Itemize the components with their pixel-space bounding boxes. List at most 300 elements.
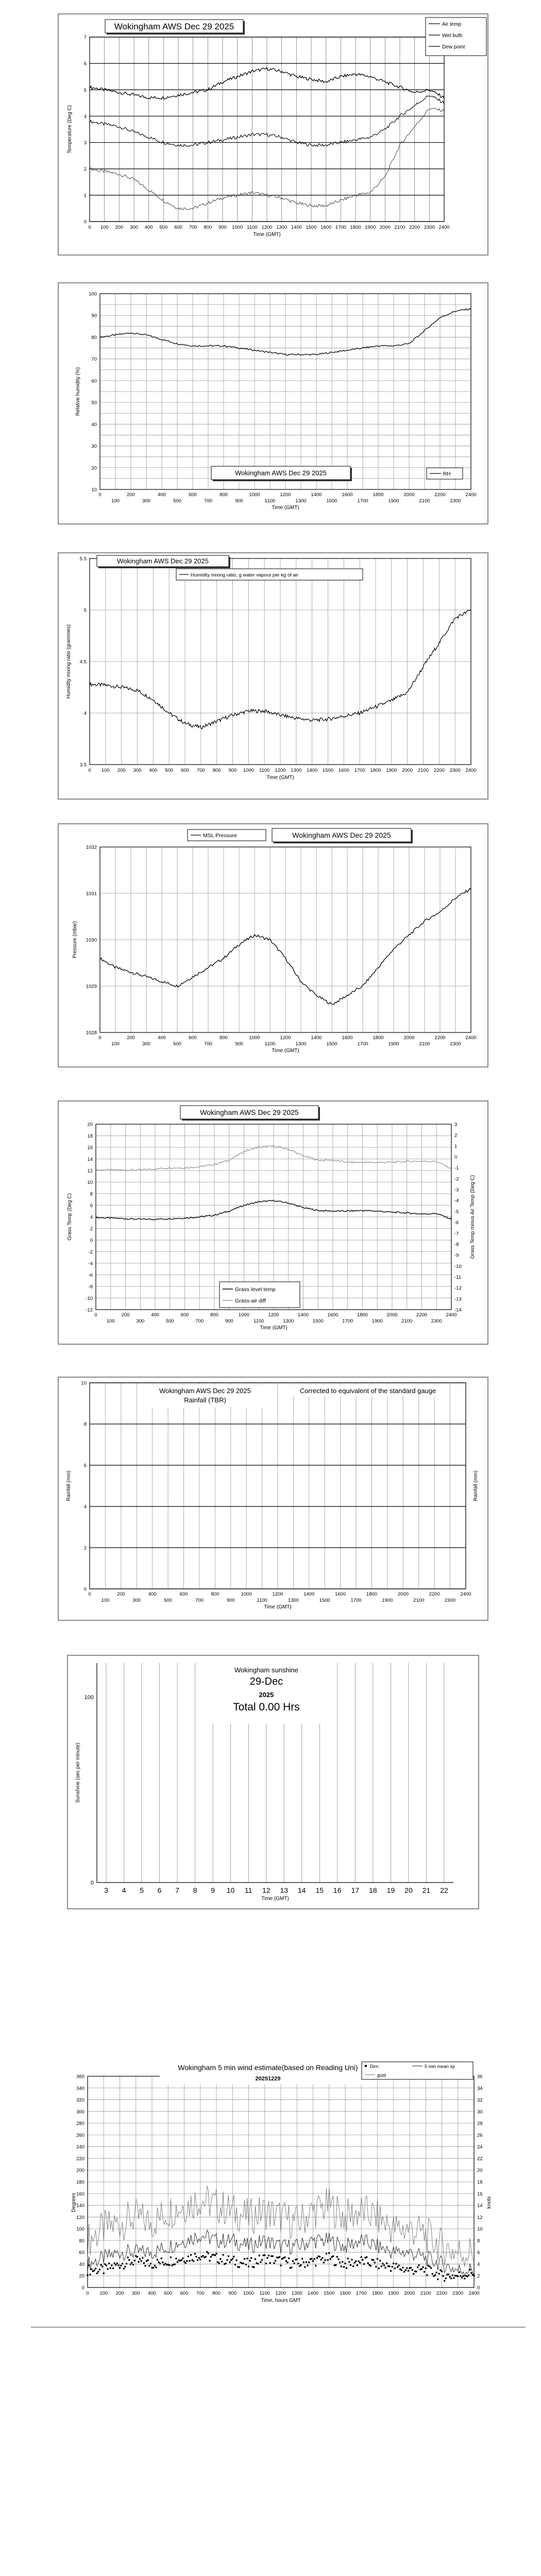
grass-y2-tick: -3 (454, 1187, 459, 1193)
rh-x-tick: 2400 (465, 492, 477, 498)
wind-y-tick: 260 (76, 2132, 84, 2139)
rh-x-tick: 900 (235, 498, 243, 504)
wind-dirn-point (388, 2265, 390, 2267)
mix-x-tick: 2000 (402, 768, 413, 773)
wind-dirn-point (308, 2262, 310, 2263)
wind-x-tick: 2200 (436, 2291, 448, 2296)
grass-x-tick: 100 (106, 1318, 115, 1324)
wind-dirn-point (314, 2258, 315, 2260)
wind-dirn-point (226, 2259, 228, 2261)
sun-x-tick: 3 (104, 1886, 108, 1894)
pres-x-tick: 300 (142, 1041, 150, 1047)
pres-x-tick: 1500 (326, 1041, 337, 1047)
grass-y-tick: 10 (87, 1180, 93, 1185)
pres-x-tick: 400 (158, 1035, 166, 1041)
wind-dirn-point (269, 2262, 271, 2264)
grass-y2-tick: 0 (454, 1155, 458, 1161)
wind-dirn-point (359, 2262, 361, 2263)
wind-dirn-point (392, 2266, 393, 2267)
wind-dirn-point (286, 2262, 288, 2263)
wind-dirn-point (97, 2271, 99, 2273)
wind-dirn-point (95, 2268, 96, 2269)
pres-y-tick: 1030 (86, 937, 97, 943)
sun-year: 2025 (259, 1691, 274, 1699)
wind-dirn-point (461, 2277, 463, 2278)
wind-dirn-point (138, 2261, 139, 2263)
wind-dirn-point (272, 2256, 274, 2257)
wind-dirn-point (144, 2265, 146, 2266)
grass-x-tick: 1600 (327, 1312, 339, 1318)
wind-dirn-point (190, 2254, 192, 2256)
mix-x-tick: 1000 (243, 768, 254, 773)
pressure-chart (59, 824, 487, 1066)
wind-dirn-point (448, 2274, 449, 2275)
wind-dirn-point (337, 2259, 339, 2260)
grass-x-tick: 1000 (238, 1312, 250, 1318)
mix-y-tick: 3.5 (79, 762, 87, 768)
mix-x-tick: 100 (101, 768, 110, 773)
temp-y-tick: 3 (83, 140, 87, 146)
pres-x-tick: 800 (219, 1035, 228, 1041)
wind-y-tick: 340 (76, 2086, 84, 2092)
rain-y2-label: Rainfall (mm) (473, 1470, 479, 1501)
grass-x-tick: 600 (180, 1312, 189, 1318)
rh-x-tick: 1600 (342, 492, 353, 498)
grass-y-tick: 14 (87, 1157, 93, 1162)
wind-dirn-point (143, 2262, 145, 2264)
wind-dirn-point (102, 2266, 103, 2267)
grass-y2-tick: 2 (454, 1132, 458, 1139)
sun-x-tick: 4 (122, 1886, 126, 1894)
wind-dirn-point (239, 2266, 240, 2268)
rain-x-tick: 300 (132, 1598, 141, 1603)
wind-dirn-point (279, 2256, 280, 2258)
wind-title: Wokingham 5 min wind estimate(based on Reading Uni) (178, 2063, 358, 2072)
grass-y-tick: 16 (87, 1145, 93, 1151)
rain-x-tick: 200 (116, 1591, 125, 1597)
sun-x-tick: 15 (315, 1886, 324, 1894)
wind-dirn-point (87, 2274, 88, 2276)
rain-x-tick: 2200 (429, 1591, 440, 1597)
pres-legend-entry: MSL Pressure (203, 833, 238, 839)
wind-dirn-point (437, 2278, 438, 2280)
rh-x-tick: 1800 (373, 492, 384, 498)
grass-y-tick: 2 (90, 1226, 93, 1232)
wind-dirn-point (210, 2256, 212, 2258)
temp-legend-entry: Dew point (442, 44, 465, 50)
wind-dirn-point (324, 2259, 326, 2261)
sun-x-tick: 8 (193, 1886, 197, 1894)
mixing-ratio-chart (59, 553, 487, 799)
wind-dirn-point (311, 2258, 312, 2260)
temp-legend-entry: Air temp (442, 22, 462, 27)
wind-dirn-point (219, 2258, 221, 2260)
grass-y2-tick: -7 (454, 1231, 459, 1237)
sun-total: Total 0.00 Hrs (233, 1701, 300, 1713)
wind-y-tick: 300 (76, 2109, 84, 2115)
wind-dirn-point (123, 2268, 125, 2269)
temp-x-tick: 1900 (365, 225, 376, 230)
grass-y-tick: -10 (86, 1296, 93, 1301)
grass-y-tick: 6 (90, 1203, 93, 1209)
wind-dirn-point (296, 2259, 298, 2260)
wind-x-tick: 2400 (468, 2291, 480, 2296)
wind-dirn-point (177, 2261, 178, 2263)
grass-y2-tick: -9 (454, 1252, 459, 1259)
temp-x-tick: 1500 (306, 225, 317, 230)
rh-y-label: Relative humidity (%) (75, 367, 81, 416)
grass-y-tick: -12 (86, 1307, 93, 1313)
wind-dirn-point (253, 2266, 255, 2268)
rh-x-tick: 1100 (264, 498, 276, 504)
sun-x-tick: 17 (351, 1886, 360, 1894)
wind-dirn-point (382, 2263, 383, 2264)
rain-x-tick: 1200 (272, 1591, 283, 1597)
rh-y-tick: 70 (91, 357, 97, 363)
wind-dirn-point (403, 2271, 405, 2273)
grass-y-tick: 8 (90, 1191, 93, 1197)
rh-x-label: Time (GMT) (272, 505, 299, 511)
wind-dirn-point (188, 2256, 189, 2257)
wind-x-tick: 400 (148, 2291, 156, 2296)
wind-dirn-point (273, 2262, 275, 2264)
pres-y-tick: 1031 (86, 891, 97, 897)
wind-dirn-point (132, 2264, 134, 2265)
wind-dirn-point (429, 2266, 430, 2267)
wind-y2-tick: 26 (477, 2132, 483, 2139)
sun-x-tick: 7 (175, 1886, 180, 1894)
mix-y-tick: 5.5 (79, 556, 87, 562)
wind-y-tick: 160 (76, 2191, 84, 2197)
temp-x-tick: 2000 (379, 225, 391, 230)
wind-dirn-point (90, 2274, 91, 2275)
wind-dirn-point (432, 2273, 433, 2275)
wind-dirn-point (343, 2266, 345, 2267)
wind-dirn-point (175, 2258, 177, 2259)
wind-dirn-point (291, 2267, 292, 2268)
sun-x-tick: 21 (422, 1886, 431, 1894)
mix-x-tick: 1900 (386, 768, 397, 773)
wind-dirn-point (438, 2273, 440, 2275)
grass-y-tick: 0 (90, 1238, 93, 1244)
wind-x-tick: 1700 (356, 2291, 367, 2296)
wind-dirn-point (352, 2265, 354, 2267)
mix-x-tick: 700 (196, 768, 205, 773)
wind-dirn-point (332, 2256, 334, 2257)
wind-dirn-point (206, 2251, 208, 2252)
wind-dirn-point (115, 2264, 116, 2266)
wind-dirn-point (181, 2259, 182, 2261)
pres-x-tick: 900 (235, 1041, 243, 1047)
pres-x-tick: 1400 (311, 1035, 322, 1041)
wind-dirn-point (441, 2270, 443, 2272)
grass-x-tick: 1800 (357, 1312, 368, 1318)
wind-dirn-point (417, 2266, 418, 2268)
wind-dirn-point (434, 2274, 436, 2276)
wind-y-tick: 80 (79, 2238, 84, 2244)
wind-x-tick: 1200 (275, 2291, 286, 2296)
wind-y-tick: 320 (76, 2097, 84, 2104)
rain-x-tick: 1800 (366, 1591, 378, 1597)
wind-dirn-point (275, 2260, 276, 2261)
rh-y-tick: 10 (91, 487, 97, 493)
wind-x-tick: 2100 (420, 2291, 431, 2296)
wind-dirn-point (413, 2273, 414, 2275)
temp-y-tick: 5 (83, 87, 87, 93)
pres-y-tick: 1029 (86, 984, 97, 990)
wind-dirn-point (111, 2265, 112, 2266)
wind-y2-tick: 12 (477, 2214, 483, 2221)
temp-y-tick: 7 (83, 35, 87, 41)
grass-x-tick: 1300 (283, 1318, 294, 1324)
wind-dirn-point (322, 2257, 323, 2259)
wind-dirn-point (473, 2275, 475, 2276)
pres-x-tick: 2400 (465, 1035, 477, 1041)
wind-dirn-point (320, 2259, 322, 2260)
wind-dirn-point (303, 2261, 305, 2263)
wind-dirn-point (130, 2263, 131, 2265)
wind-y2-tick: 36 (477, 2074, 483, 2080)
sun-x-tick: 14 (298, 1886, 306, 1894)
rain-x-tick: 1100 (257, 1598, 267, 1603)
wind-dirn-point (301, 2258, 303, 2260)
grass-x-tick: 700 (195, 1318, 204, 1324)
rain-x-tick: 700 (195, 1598, 204, 1603)
wind-y-tick: 60 (79, 2250, 84, 2256)
rh-x-tick: 2100 (419, 498, 430, 504)
mix-y-tick: 4.5 (79, 659, 87, 665)
wind-dirn-point (193, 2260, 194, 2262)
wind-y-tick: 140 (76, 2203, 84, 2209)
grass-temp-chart-panel (58, 1100, 488, 1345)
wind-dirn-point (215, 2253, 217, 2255)
sunshine-chart (68, 1656, 478, 1908)
rainfall-chart (59, 1378, 487, 1620)
temp-x-tick: 1800 (350, 225, 361, 230)
mix-x-tick: 1800 (370, 768, 381, 773)
temperature-chart-panel (58, 13, 488, 256)
wind-dirn-point (327, 2259, 329, 2261)
rh-legend-entry: RH (443, 471, 451, 477)
rain-y-label: Rainfall (mm) (66, 1470, 72, 1501)
wind-y-tick: 180 (76, 2179, 84, 2185)
wind-dirn-point (104, 2263, 106, 2265)
wind-y-tick: 360 (76, 2074, 84, 2080)
wind-dirn-point (126, 2263, 127, 2264)
wind-dirn-point (370, 2265, 371, 2266)
wind-dirn-point (328, 2252, 330, 2254)
grass-y2-label: Grass Temp minus Air Temp (Deg C) (470, 1175, 476, 1259)
wind-dirn-point (162, 2262, 163, 2263)
wind-x-tick: 1800 (371, 2291, 383, 2296)
temp-x-tick: 400 (144, 225, 153, 230)
wind-dirn-point (91, 2268, 92, 2270)
wind-y2-tick: 14 (477, 2203, 483, 2209)
wind-x-tick: 800 (212, 2291, 221, 2296)
wind-dirn-point (232, 2258, 233, 2260)
temp-y-tick: 1 (83, 193, 87, 199)
rh-x-tick: 1000 (249, 492, 260, 498)
temp-y-tick: 6 (83, 61, 87, 67)
wind-dirn-point (189, 2260, 190, 2262)
wind-dirn-point (377, 2258, 378, 2260)
grass-y2-tick: -12 (454, 1285, 462, 1292)
wind-dirn-point (255, 2258, 256, 2260)
wind-dirn-point (346, 2267, 347, 2269)
mix-x-tick: 0 (88, 768, 91, 773)
grass-legend-entry: Grass-air diff (235, 1298, 266, 1304)
wind-dirn-point (108, 2263, 110, 2264)
wind-dirn-point (435, 2272, 437, 2273)
temp-x-tick: 2300 (424, 225, 435, 230)
wind-dirn-point (350, 2264, 351, 2266)
rain-x-tick: 1500 (319, 1598, 330, 1603)
mix-x-tick: 200 (117, 768, 126, 773)
wind-dirn-point (386, 2262, 387, 2264)
mix-x-tick: 2400 (465, 768, 477, 773)
temp-legend-entry: Wet bulb (442, 33, 463, 39)
wind-dirn-point (412, 2269, 413, 2270)
rh-x-tick: 700 (204, 498, 212, 504)
wind-dirn-point (225, 2263, 227, 2264)
rh-x-tick: 400 (158, 492, 166, 498)
rain-x-tick: 1000 (241, 1591, 252, 1597)
grass-y2-tick: -13 (454, 1296, 462, 1302)
wind-dirn-point (323, 2262, 325, 2263)
wind-dirn-point (408, 2270, 409, 2272)
wind-dirn-point (157, 2259, 158, 2261)
wind-dirn-point (155, 2266, 157, 2268)
wind-chart (72, 2061, 495, 2318)
wind-dirn-point (161, 2258, 162, 2259)
sun-x-tick: 19 (386, 1886, 395, 1894)
sun-x-tick: 12 (262, 1886, 270, 1894)
wind-y2-tick: 0 (477, 2285, 480, 2291)
rh-x-tick: 800 (219, 492, 228, 498)
rh-x-tick: 600 (189, 492, 197, 498)
wind-y-tick: 120 (76, 2214, 84, 2221)
wind-dirn-point (453, 2277, 454, 2279)
wind-dirn-point (264, 2255, 265, 2256)
wind-dirn-point (378, 2267, 380, 2269)
grass-y-tick: -6 (88, 1273, 93, 1278)
wind-dirn-point (186, 2260, 188, 2262)
temp-x-tick: 1200 (261, 225, 273, 230)
wind-y-label: Degrees (71, 2193, 77, 2212)
sun-y-tick: 0 (90, 1880, 94, 1886)
rain-note: Corrected to equivalent of the standard gauge (299, 1387, 436, 1395)
wind-dirn-point (280, 2265, 281, 2266)
rh-x-tick: 1400 (311, 492, 322, 498)
mixing-ratio-chart-panel (58, 552, 488, 800)
wind-dirn-point (430, 2267, 432, 2269)
rh-y-tick: 60 (91, 378, 97, 384)
wind-dirn-point (361, 2257, 362, 2258)
grass-x-tick: 1400 (297, 1312, 309, 1318)
mix-x-tick: 400 (149, 768, 158, 773)
wind-dirn-point (93, 2269, 95, 2271)
wind-dirn-point (316, 2257, 318, 2259)
wind-dirn-point (306, 2261, 307, 2263)
temp-x-tick: 1000 (232, 225, 243, 230)
wind-dirn-point (116, 2262, 118, 2264)
wind-x-tick: 200 (115, 2291, 124, 2296)
grass-x-tick: 500 (165, 1318, 174, 1324)
grass-x-tick: 2400 (446, 1312, 457, 1318)
sun-y-label: Sunshine (sec per minute) (75, 1742, 81, 1803)
wind-x-tick: 500 (164, 2291, 173, 2296)
grass-y2-tick: 3 (454, 1122, 458, 1128)
wind-dirn-point (182, 2258, 183, 2259)
wind-dirn-point (246, 2258, 248, 2259)
wind-dirn-point (375, 2266, 377, 2267)
wind-dirn-point (459, 2272, 460, 2273)
wind-dirn-point (244, 2258, 245, 2260)
wind-dirn-point (418, 2264, 420, 2266)
grass-x-tick: 2000 (386, 1312, 398, 1318)
wind-legend-swatch (365, 2065, 367, 2067)
rain-y-tick: 4 (83, 1504, 87, 1510)
wind-y2-tick: 32 (477, 2097, 483, 2104)
grass-x-tick: 2100 (401, 1318, 413, 1324)
rain-y-tick: 10 (81, 1380, 87, 1386)
wind-dirn-point (228, 2256, 229, 2257)
wind-dirn-point (119, 2267, 121, 2268)
pressure-chart-panel (58, 823, 488, 1067)
wind-dirn-point (390, 2270, 392, 2272)
rh-y-tick: 20 (91, 465, 97, 471)
wind-dirn-point (96, 2273, 98, 2274)
wind-x-tick: 900 (228, 2291, 237, 2296)
wind-dirn-point (449, 2276, 451, 2278)
wind-dirn-point (257, 2263, 259, 2264)
wind-dirn-point (292, 2260, 294, 2262)
wind-y-tick: 100 (76, 2226, 84, 2232)
wind-dirn-point (304, 2266, 306, 2268)
wind-dirn-point (194, 2253, 196, 2255)
temp-y-tick: 4 (83, 113, 87, 120)
wind-dirn-point (363, 2263, 365, 2265)
wind-x-tick: 0 (86, 2291, 89, 2296)
wind-dirn-point (330, 2258, 331, 2260)
rain-x-tick: 2100 (413, 1598, 425, 1603)
wind-y2-tick: 4 (477, 2261, 480, 2267)
temp-y-label: Temperature (Deg C) (67, 105, 73, 154)
temp-y-tick: 2 (83, 166, 87, 173)
wind-dirn-point (99, 2268, 100, 2270)
wind-dirn-point (402, 2267, 403, 2268)
wind-dirn-point (347, 2258, 349, 2259)
temp-x-tick: 300 (130, 225, 138, 230)
wind-dirn-point (110, 2267, 111, 2269)
grass-y-tick: -2 (88, 1249, 93, 1255)
wind-x-tick: 300 (131, 2291, 140, 2296)
wind-dirn-point (457, 2276, 459, 2277)
grass-y-tick: -8 (88, 1284, 93, 1290)
pres-x-tick: 1300 (295, 1041, 307, 1047)
pres-x-tick: 1900 (388, 1041, 399, 1047)
pres-x-label: Time (GMT) (272, 1048, 299, 1054)
grass-y2-tick: -11 (454, 1274, 462, 1280)
sun-x-tick: 10 (226, 1886, 235, 1894)
wind-y-tick: 40 (79, 2261, 84, 2267)
wind-dirn-point (383, 2264, 385, 2266)
pres-x-tick: 1000 (249, 1035, 260, 1041)
wind-dirn-point (148, 2265, 150, 2266)
wind-dirn-point (208, 2252, 209, 2254)
mix-y-tick: 5 (83, 607, 87, 614)
wind-dirn-point (393, 2263, 394, 2264)
